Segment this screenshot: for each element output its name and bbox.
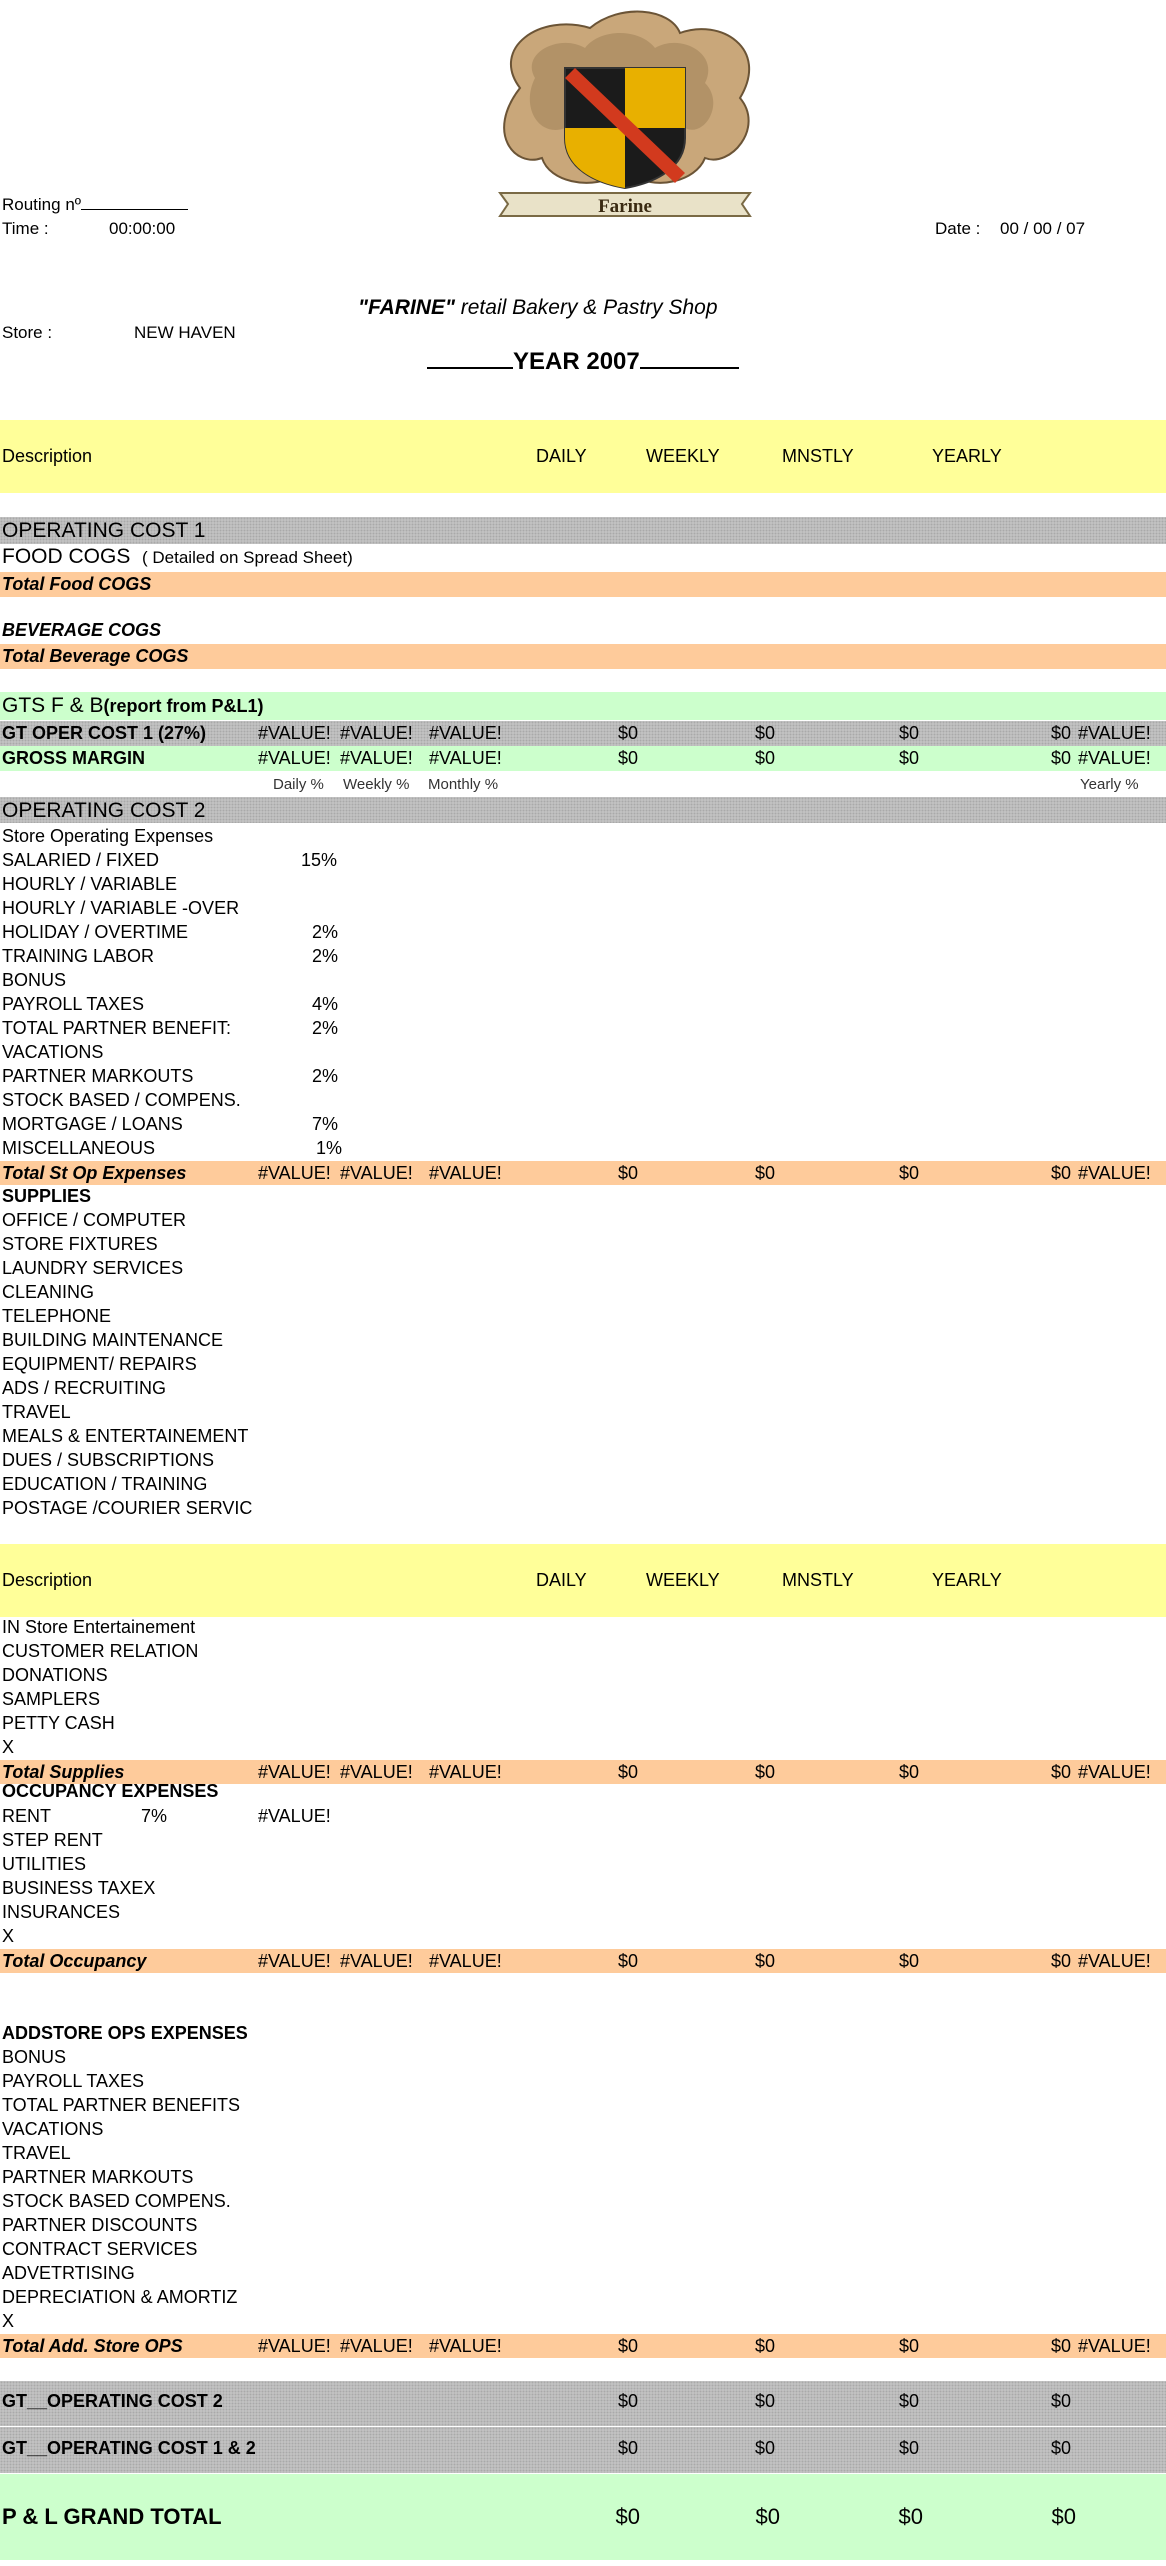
shop-title: "FARINE" retail Bakery & Pastry Shop [358,296,718,319]
gm-daily-err: #VALUE! [258,748,331,768]
tso-monthly-err: #VALUE! [429,1163,502,1183]
routing-label: Routing nº [2,195,188,215]
addstore-item: BONUS [2,2047,67,2067]
addstore-item: PARTNER DISCOUNTS [2,2215,198,2235]
op2-title-row [0,797,1166,823]
total-bev-row [0,644,1166,669]
op2-item: HOURLY / VARIABLE -OVER [2,898,240,918]
gt-oper-yearly-err: #VALUE! [1078,723,1151,743]
supplies-item: TELEPHONE [2,1306,112,1326]
to-daily-err: #VALUE! [258,1951,331,1971]
gm-yearly-err: #VALUE! [1078,748,1151,768]
addstore-item: TOTAL PARTNER BENEFITS [2,2095,241,2115]
ts-zero-1: $0 [617,1762,638,1782]
supplies-item: TRAVEL [2,1402,71,1422]
supplies-title: SUPPLIES [2,1186,92,1206]
tso-zero-2: $0 [754,1163,775,1183]
total-addstore-row [0,2334,1166,2358]
addstore-item: DEPRECIATION & AMORTIZ [2,2287,238,2307]
time-label: Time : [2,219,49,238]
year-title: YEAR 2007 [427,348,739,376]
time-value: 00:00:00 [109,219,176,238]
addstore-item: ADVETRTISING [2,2263,135,2283]
op2-title: OPERATING COST 2 [2,799,206,822]
gt-oper-zero-1: $0 [617,723,638,743]
op2-item-pct: 2% [312,1018,339,1038]
gm-zero-2: $0 [754,748,775,768]
total-bev-label: Total Beverage COGS [2,646,189,666]
col-yearly: YEARLY [932,1570,1002,1590]
ta-zero-3: $0 [898,2336,919,2356]
to-weekly-err: #VALUE! [340,1951,413,1971]
op2-item-pct: 7% [312,1114,339,1134]
gm-zero-4: $0 [1050,748,1071,768]
to-zero-4: $0 [1050,1951,1071,1971]
supplies-item: DONATIONS [2,1665,108,1685]
to-zero-3: $0 [898,1951,919,1971]
total-food-row [0,572,1166,597]
supplies-item: POSTAGE /COURIER SERVIC [2,1498,253,1518]
tso-zero-1: $0 [617,1163,638,1183]
gt-oper-weekly-err: #VALUE! [340,723,413,743]
op2-item: BONUS [2,970,67,990]
gt-oper-monthly-err: #VALUE! [429,723,502,743]
store-value: NEW HAVEN [134,323,236,342]
supplies-item: EQUIPMENT/ REPAIRS [2,1354,197,1374]
supplies-item: IN Store Entertainement [2,1617,196,1637]
ta-zero-4: $0 [1050,2336,1071,2356]
date-label: Date : [935,219,981,238]
ts-weekly-err: #VALUE! [340,1762,413,1782]
monthly-pct-label: Monthly % [428,776,499,793]
op2-item-pct: 2% [312,946,339,966]
op2-item-pct: 1% [316,1138,343,1158]
gm-zero-1: $0 [617,748,638,768]
supplies-item: SAMPLERS [2,1689,101,1709]
gt-oper-zero-4: $0 [1050,723,1071,743]
date-value: 00 / 00 / 07 [1000,219,1086,238]
grand-total-label: P & L GRAND TOTAL [2,2504,222,2529]
op2-item: TOTAL PARTNER BENEFIT: [2,1018,232,1038]
op1-title-row [0,517,1166,544]
gts-row [0,692,1166,720]
rent-label: RENT [2,1806,51,1826]
gt2-zero-2: $0 [754,2391,775,2411]
logo-crest [480,8,770,220]
supplies-item: CLEANING [2,1282,95,1302]
occupancy-x: X [2,1926,15,1946]
op2-item-pct: 4% [312,994,339,1014]
gt-op2-row [0,2381,1166,2426]
rent-pct: 7% [141,1806,168,1826]
gt-op12-label: GT__OPERATING COST 1 & 2 [2,2438,256,2458]
col-weekly: WEEKLY [646,446,720,466]
gm-weekly-err: #VALUE! [340,748,413,768]
col-description: Description [2,1570,93,1590]
op2-item: MISCELLANEOUS [2,1138,156,1158]
col-daily: DAILY [536,1570,587,1590]
gm-monthly-err: #VALUE! [429,748,502,768]
col-yearly: YEARLY [932,446,1002,466]
gm-zero-3: $0 [898,748,919,768]
gt-oper-daily-err: #VALUE! [258,723,331,743]
grand-zero-3: $0 [898,2504,923,2529]
ta-yearly-err: #VALUE! [1078,2336,1151,2356]
op2-item: MORTGAGE / LOANS [2,1114,183,1134]
col-description: Description [2,446,93,466]
addstore-item: VACATIONS [2,2119,104,2139]
gt12-zero-3: $0 [898,2438,919,2458]
ta-zero-2: $0 [754,2336,775,2356]
gt-oper-label: GT OPER COST 1 (27%) [2,723,207,743]
supplies-item: PETTY CASH [2,1713,115,1733]
gt-op12-row [0,2427,1166,2473]
total-st-op-row [0,1161,1166,1185]
gt12-zero-2: $0 [754,2438,775,2458]
supplies-item: MEALS & ENTERTAINEMENT [2,1426,249,1446]
total-addstore-label: Total Add. Store OPS [2,2336,183,2356]
gross-margin-row [0,746,1166,771]
supplies-item: STORE FIXTURES [2,1234,158,1254]
ts-daily-err: #VALUE! [258,1762,331,1782]
weekly-pct-label: Weekly % [343,776,410,793]
total-st-op-label: Total St Op Expenses [2,1163,187,1183]
rent-err: #VALUE! [258,1806,331,1826]
ts-zero-3: $0 [898,1762,919,1782]
op2-item-pct: 2% [312,922,339,942]
supplies-item: EDUCATION / TRAINING [2,1474,208,1494]
supplies-item: LAUNDRY SERVICES [2,1258,184,1278]
total-occupancy-label: Total Occupancy [2,1951,147,1971]
tso-zero-4: $0 [1050,1163,1071,1183]
ts-yearly-err: #VALUE! [1078,1762,1151,1782]
store-op-expenses: Store Operating Expenses [2,826,214,846]
ts-zero-2: $0 [754,1762,775,1782]
supplies-item: BUILDING MAINTENANCE [2,1330,224,1350]
gt2-zero-4: $0 [1050,2391,1071,2411]
addstore-item: STOCK BASED COMPENS. [2,2191,231,2211]
store-label: Store : [2,323,53,342]
beverage-cogs: BEVERAGE COGS [2,620,162,640]
op2-item: TRAINING LABOR [2,946,155,966]
ta-weekly-err: #VALUE! [340,2336,413,2356]
op2-item-pct: 15% [301,850,338,870]
op2-item: HOLIDAY / OVERTIME [2,922,189,942]
col-weekly: WEEKLY [646,1570,720,1590]
gt2-zero-3: $0 [898,2391,919,2411]
op2-item: PARTNER MARKOUTS [2,1066,194,1086]
supplies-x: X [2,1737,15,1757]
op2-item: VACATIONS [2,1042,104,1062]
supplies-item: OFFICE / COMPUTER [2,1210,186,1230]
to-zero-2: $0 [754,1951,775,1971]
col-daily: DAILY [536,446,587,466]
tso-yearly-err: #VALUE! [1078,1163,1151,1183]
addstore-x: X [2,2311,15,2331]
grand-zero-1: $0 [615,2504,640,2529]
tso-weekly-err: #VALUE! [340,1163,413,1183]
col-monthly: MNSTLY [782,1570,854,1590]
tso-daily-err: #VALUE! [258,1163,331,1183]
supplies-item: ADS / RECRUITING [2,1378,167,1398]
grand-total-row [0,2474,1166,2560]
ta-daily-err: #VALUE! [258,2336,331,2356]
addstore-item: CONTRACT SERVICES [2,2239,198,2259]
supplies-item: CUSTOMER RELATION [2,1641,199,1661]
routing-blank [81,195,188,210]
gt12-zero-1: $0 [617,2438,638,2458]
total-supplies-label: Total Supplies [2,1762,125,1782]
addstore-title: ADDSTORE OPS EXPENSES [2,2023,248,2043]
yearly-pct-label: Yearly % [1080,776,1139,793]
addstore-item: PAYROLL TAXES [2,2071,145,2091]
occupancy-item: STEP RENT [2,1830,103,1850]
occupancy-item: UTILITIES [2,1854,87,1874]
to-monthly-err: #VALUE! [429,1951,502,1971]
column-header-2 [0,1544,1166,1617]
to-yearly-err: #VALUE! [1078,1951,1151,1971]
addstore-item: PARTNER MARKOUTS [2,2167,194,2187]
daily-pct-label: Daily % [273,776,324,793]
gt-op2-label: GT__OPERATING COST 2 [2,2391,223,2411]
grand-zero-2: $0 [755,2504,780,2529]
logo-text: Farine [598,196,652,217]
total-occupancy-row [0,1949,1166,1973]
ts-monthly-err: #VALUE! [429,1762,502,1782]
occupancy-title: OCCUPANCY EXPENSES [2,1781,219,1801]
gt2-zero-1: $0 [617,2391,638,2411]
ts-zero-4: $0 [1050,1762,1071,1782]
op2-item: STOCK BASED / COMPENS. [2,1090,241,1110]
op1-title: OPERATING COST 1 [2,519,206,542]
gross-margin-label: GROSS MARGIN [2,748,146,768]
op2-item: HOURLY / VARIABLE [2,874,178,894]
op2-item: PAYROLL TAXES [2,994,145,1014]
gt-oper-zero-2: $0 [754,723,775,743]
addstore-item: TRAVEL [2,2143,71,2163]
total-food-label: Total Food COGS [2,574,152,594]
occupancy-item: INSURANCES [2,1902,121,1922]
supplies-item: DUES / SUBSCRIPTIONS [2,1450,215,1470]
op2-item-pct: 2% [312,1066,339,1086]
gt-oper-row [0,721,1166,746]
gts-label: GTS F & B(report from P&L1) [2,694,264,717]
column-header-1 [0,420,1166,493]
food-cogs: FOOD COGS ( Detailed on Spread Sheet) [2,545,353,568]
col-monthly: MNSTLY [782,446,854,466]
to-zero-1: $0 [617,1951,638,1971]
op2-item: SALARIED / FIXED [2,850,160,870]
gt-oper-zero-3: $0 [898,723,919,743]
ta-monthly-err: #VALUE! [429,2336,502,2356]
gt12-zero-4: $0 [1050,2438,1071,2458]
ta-zero-1: $0 [617,2336,638,2356]
tso-zero-3: $0 [898,1163,919,1183]
grand-zero-4: $0 [1051,2504,1076,2529]
occupancy-item: BUSINESS TAXEX [2,1878,156,1898]
